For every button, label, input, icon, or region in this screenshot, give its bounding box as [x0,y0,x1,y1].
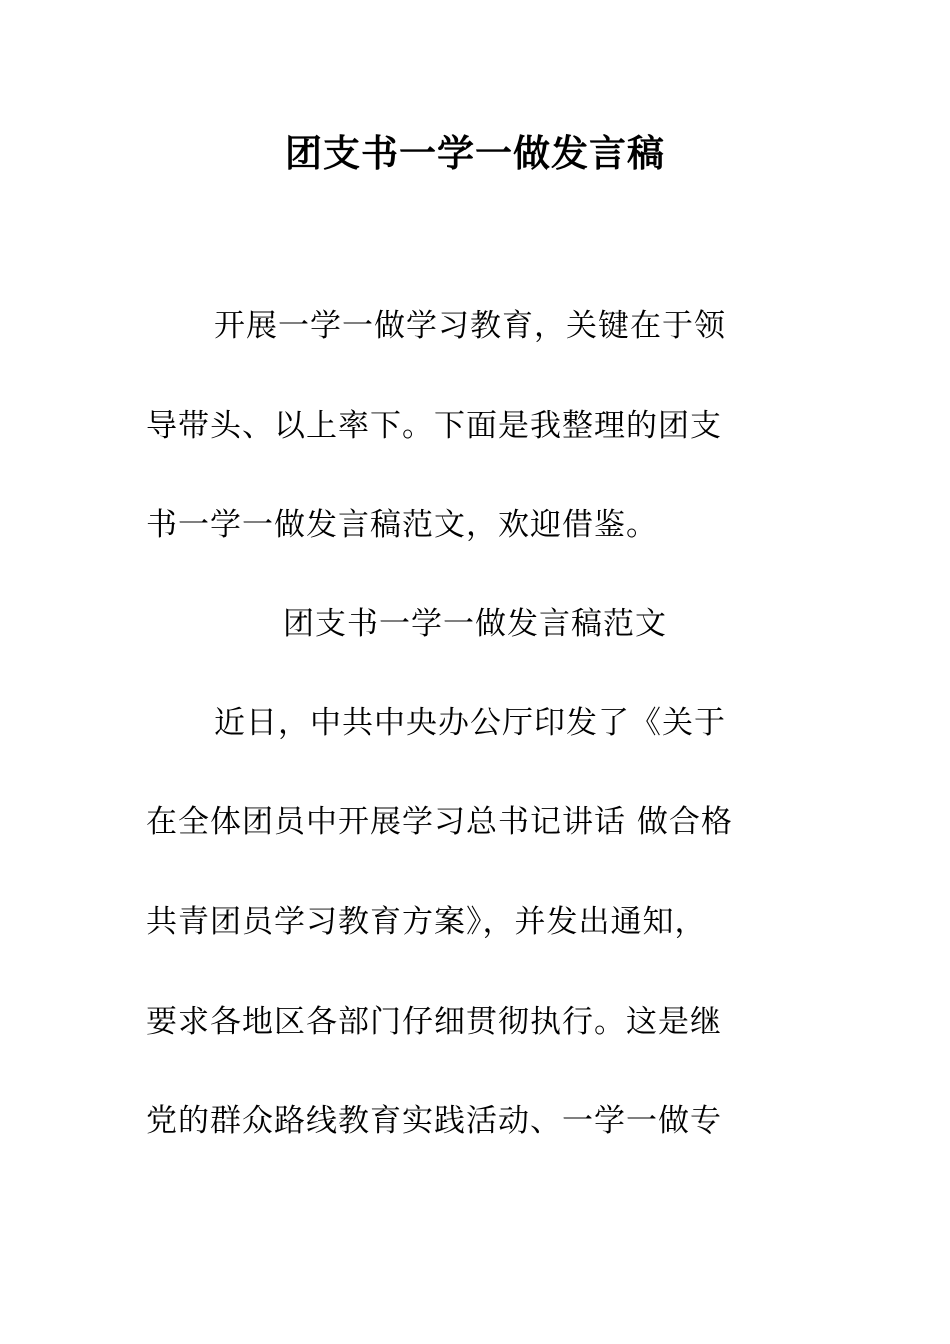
paragraph-line: 开展一学一做学习教育，关键在于领 [214,308,726,344]
paragraph-line: 要求各地区各部门仔细贯彻执行。这是继 [146,1004,722,1040]
section-heading: 团支书一学一做发言稿范文 [283,606,667,642]
document-title: 团支书一学一做发言稿 [285,131,665,175]
paragraph-line: 党的群众路线教育实践活动、一学一做专 [146,1103,722,1139]
paragraph-line: 在全体团员中开展学习总书记讲话 做合格 [146,804,733,840]
paragraph-line: 导带头、以上率下。下面是我整理的团支 [146,408,722,444]
paragraph-line: 近日，中共中央办公厅印发了《关于 [214,705,726,741]
paragraph-line: 共青团员学习教育方案》，并发出通知， [146,904,707,940]
paragraph-line: 书一学一做发言稿范文，欢迎借鉴。 [146,507,658,543]
